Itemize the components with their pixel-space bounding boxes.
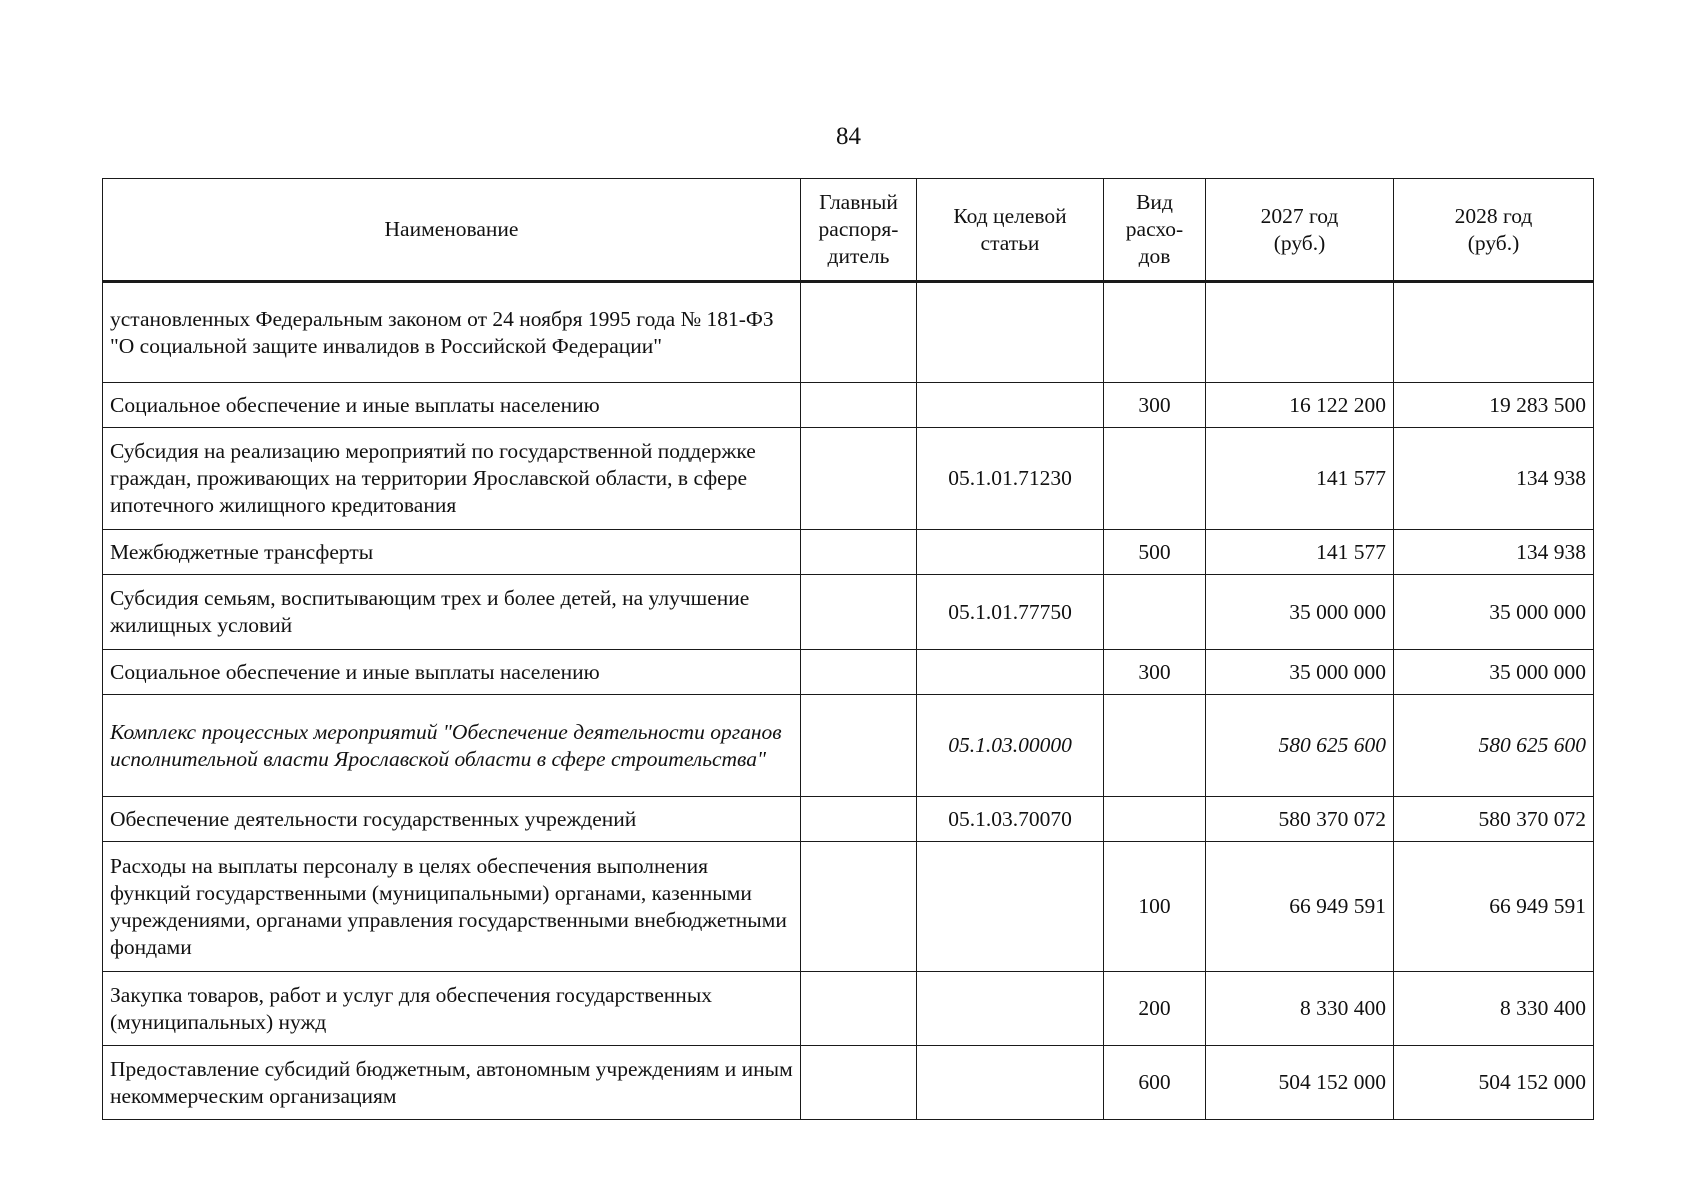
row-code: 05.1.01.77750 <box>917 575 1104 650</box>
row-2028: 19 283 500 <box>1394 383 1594 428</box>
row-2027: 8 330 400 <box>1206 972 1394 1046</box>
table-row <box>103 797 1594 842</box>
row-2028: 35 000 000 <box>1394 575 1594 650</box>
row-type: 100 <box>1104 842 1206 972</box>
row-type: 300 <box>1104 650 1206 695</box>
row-manager <box>801 428 917 530</box>
row-code <box>917 650 1104 695</box>
table-row <box>103 1046 1594 1120</box>
row-manager <box>801 575 917 650</box>
table-header-row <box>103 179 1594 282</box>
row-2028 <box>1394 282 1594 383</box>
row-manager <box>801 972 917 1046</box>
row-type <box>1104 282 1206 383</box>
row-type <box>1104 695 1206 797</box>
row-2027: 66 949 591 <box>1206 842 1394 972</box>
row-2027: 580 370 072 <box>1206 797 1394 842</box>
row-name: Предоставление субсидий бюджетным, автономным учреждениям и иным некоммерческим организациям <box>103 1046 801 1120</box>
row-code <box>917 530 1104 575</box>
row-manager <box>801 1046 917 1120</box>
row-2028: 66 949 591 <box>1394 842 1594 972</box>
table-row <box>103 575 1594 650</box>
row-manager <box>801 282 917 383</box>
row-code: 05.1.01.71230 <box>917 428 1104 530</box>
row-manager <box>801 650 917 695</box>
row-name: Закупка товаров, работ и услуг для обеспечения государственных (муниципальных) нужд <box>103 972 801 1046</box>
row-code <box>917 842 1104 972</box>
row-manager <box>801 797 917 842</box>
table-row <box>103 842 1594 972</box>
header-manager: Главный распоря- дитель <box>801 179 917 282</box>
row-name: Обеспечение деятельности государственных учреждений <box>103 797 801 842</box>
row-name: Межбюджетные трансферты <box>103 530 801 575</box>
row-type <box>1104 428 1206 530</box>
row-code: 05.1.03.00000 <box>917 695 1104 797</box>
row-2028: 35 000 000 <box>1394 650 1594 695</box>
table-row <box>103 428 1594 530</box>
row-code <box>917 1046 1104 1120</box>
row-type: 200 <box>1104 972 1206 1046</box>
row-2027: 35 000 000 <box>1206 650 1394 695</box>
header-2028: 2028 год (руб.) <box>1394 179 1594 282</box>
table-row <box>103 650 1594 695</box>
row-name: Социальное обеспечение и иные выплаты населению <box>103 383 801 428</box>
row-type <box>1104 797 1206 842</box>
row-manager <box>801 842 917 972</box>
row-code: 05.1.03.70070 <box>917 797 1104 842</box>
row-2028: 134 938 <box>1394 530 1594 575</box>
row-2027: 35 000 000 <box>1206 575 1394 650</box>
row-name: Субсидия семьям, воспитывающим трех и более детей, на улучшение жилищных условий <box>103 575 801 650</box>
row-name: Комплекс процессных мероприятий "Обеспечение деятельности органов исполнительной власти Ярославской области в сфере строительства" <box>103 695 801 797</box>
header-code: Код целевой статьи <box>917 179 1104 282</box>
row-code <box>917 972 1104 1046</box>
row-2027: 141 577 <box>1206 428 1394 530</box>
header-name: Наименование <box>103 179 801 282</box>
table-row <box>103 695 1594 797</box>
row-2028: 134 938 <box>1394 428 1594 530</box>
budget-table <box>102 178 1594 1120</box>
row-code <box>917 282 1104 383</box>
table-row <box>103 530 1594 575</box>
table-row <box>103 282 1594 383</box>
row-code <box>917 383 1104 428</box>
row-2028: 8 330 400 <box>1394 972 1594 1046</box>
page-number: 84 <box>836 123 861 150</box>
row-name: установленных Федеральным законом от 24 ноября 1995 года № 181-ФЗ "О социальной защите инвалидов в Российской Федерации" <box>103 282 801 383</box>
row-2027: 580 625 600 <box>1206 695 1394 797</box>
table-row <box>103 383 1594 428</box>
row-2027 <box>1206 282 1394 383</box>
row-2027: 16 122 200 <box>1206 383 1394 428</box>
row-type: 500 <box>1104 530 1206 575</box>
row-manager <box>801 383 917 428</box>
row-name: Социальное обеспечение и иные выплаты населению <box>103 650 801 695</box>
row-name: Субсидия на реализацию мероприятий по государственной поддержке граждан, проживающих на территории Ярославской области, в сфере ипотечного жилищного кредитования <box>103 428 801 530</box>
row-type: 600 <box>1104 1046 1206 1120</box>
row-2027: 504 152 000 <box>1206 1046 1394 1120</box>
row-2028: 580 625 600 <box>1394 695 1594 797</box>
row-type <box>1104 575 1206 650</box>
row-manager <box>801 530 917 575</box>
row-2028: 504 152 000 <box>1394 1046 1594 1120</box>
row-2028: 580 370 072 <box>1394 797 1594 842</box>
row-type: 300 <box>1104 383 1206 428</box>
row-2027: 141 577 <box>1206 530 1394 575</box>
row-manager <box>801 695 917 797</box>
row-name: Расходы на выплаты персоналу в целях обеспечения выполнения функций государственными (муниципальными) органами, казенными учреждениями, органами управления государственными внебюджетными фондами <box>103 842 801 972</box>
header-type: Вид расхо- дов <box>1104 179 1206 282</box>
table-row <box>103 972 1594 1046</box>
header-2027: 2027 год (руб.) <box>1206 179 1394 282</box>
